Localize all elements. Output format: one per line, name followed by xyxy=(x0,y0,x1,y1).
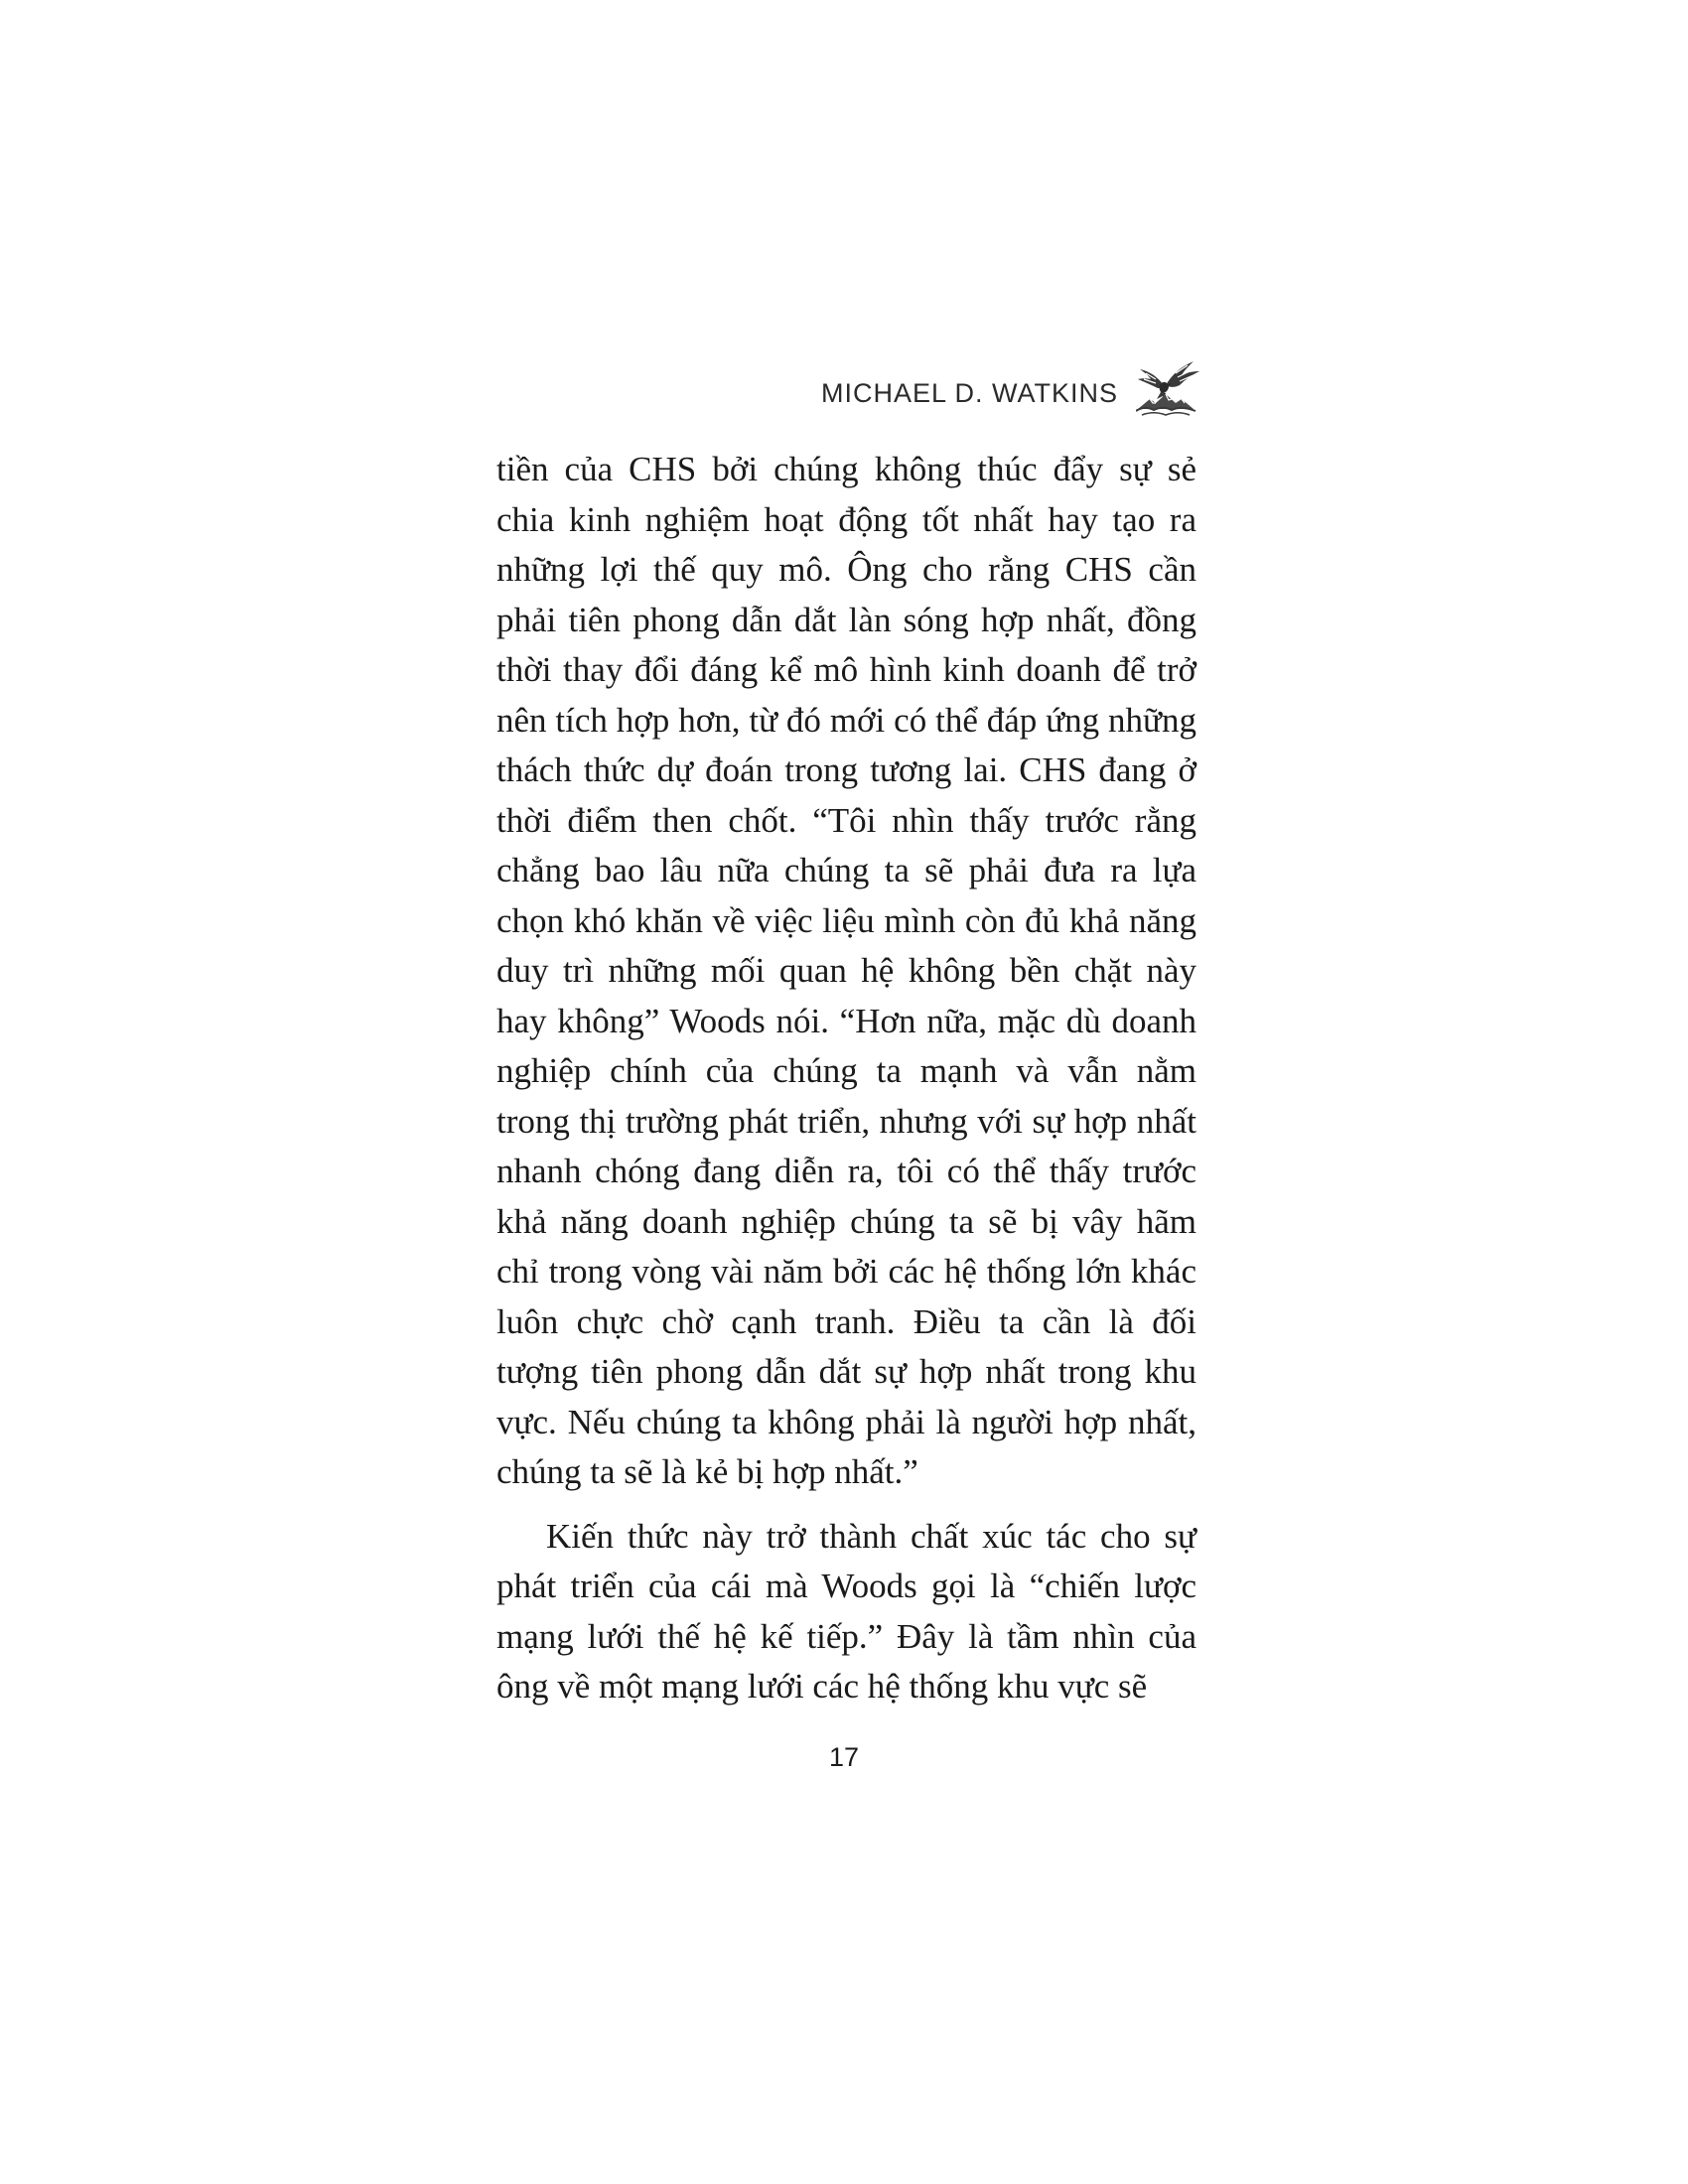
paragraph: Kiến thức này trở thành chất xúc tác cho sự phát triển của cái mà Woods gọi là “chiến lược mạng lưới thế hệ kế tiếp.” Đây là tầm nhìn của ông về một mạng lưới các hệ thống khu vực sẽ xyxy=(496,1516,1196,1706)
paragraph: tiền của CHS bởi chúng không thúc đẩy sự sẻ chia kinh nghiệm hoạt động tốt nhất hay tạo ra những lợi thế quy mô. Ông cho rằng CHS cần phải tiên phong dẫn dắt làn sóng hợp nhất, đồng thời thay đổi đáng kể mô hình kinh doanh để trở nên tích hợp hơn, từ đó mới có thể đáp ứng những thách thức dự đoán trong tương lai. CHS đang ở thời điểm then chốt. “Tôi nhìn thấy trước rằng chẳng bao lâu nữa chúng ta sẽ phải đưa ra lựa chọn khó khăn về việc liệu mình còn đủ khả năng duy trì những mối quan hệ không bền chặt này hay không” Woods nói. “Hơn nữa, mặc dù doanh nghiệp chính của chúng ta mạnh và vẫn nằm trong thị trường phát triển, nhưng với sự hợp nhất nhanh chóng đang diễn ra, tôi có thể thấy trước khả năng doanh nghiệp chúng ta sẽ bị vây hãm chỉ trong vòng vài năm bởi các hệ thống lớn khác luôn chực chờ cạnh tranh. Điều ta cần là đối tượng tiên phong dẫn dắt sự hợp nhất trong khu vực. Nếu chúng ta không phải là người hợp nhất, chúng ta sẽ là kẻ bị hợp nhất.” xyxy=(496,450,1196,1491)
eagle-over-mountains-icon xyxy=(1136,359,1201,417)
page-number: 17 xyxy=(828,1742,860,1772)
running-header xyxy=(821,359,1201,417)
author-name: MICHAEL D. WATKINS xyxy=(820,377,1118,408)
body-text xyxy=(496,445,1196,1712)
